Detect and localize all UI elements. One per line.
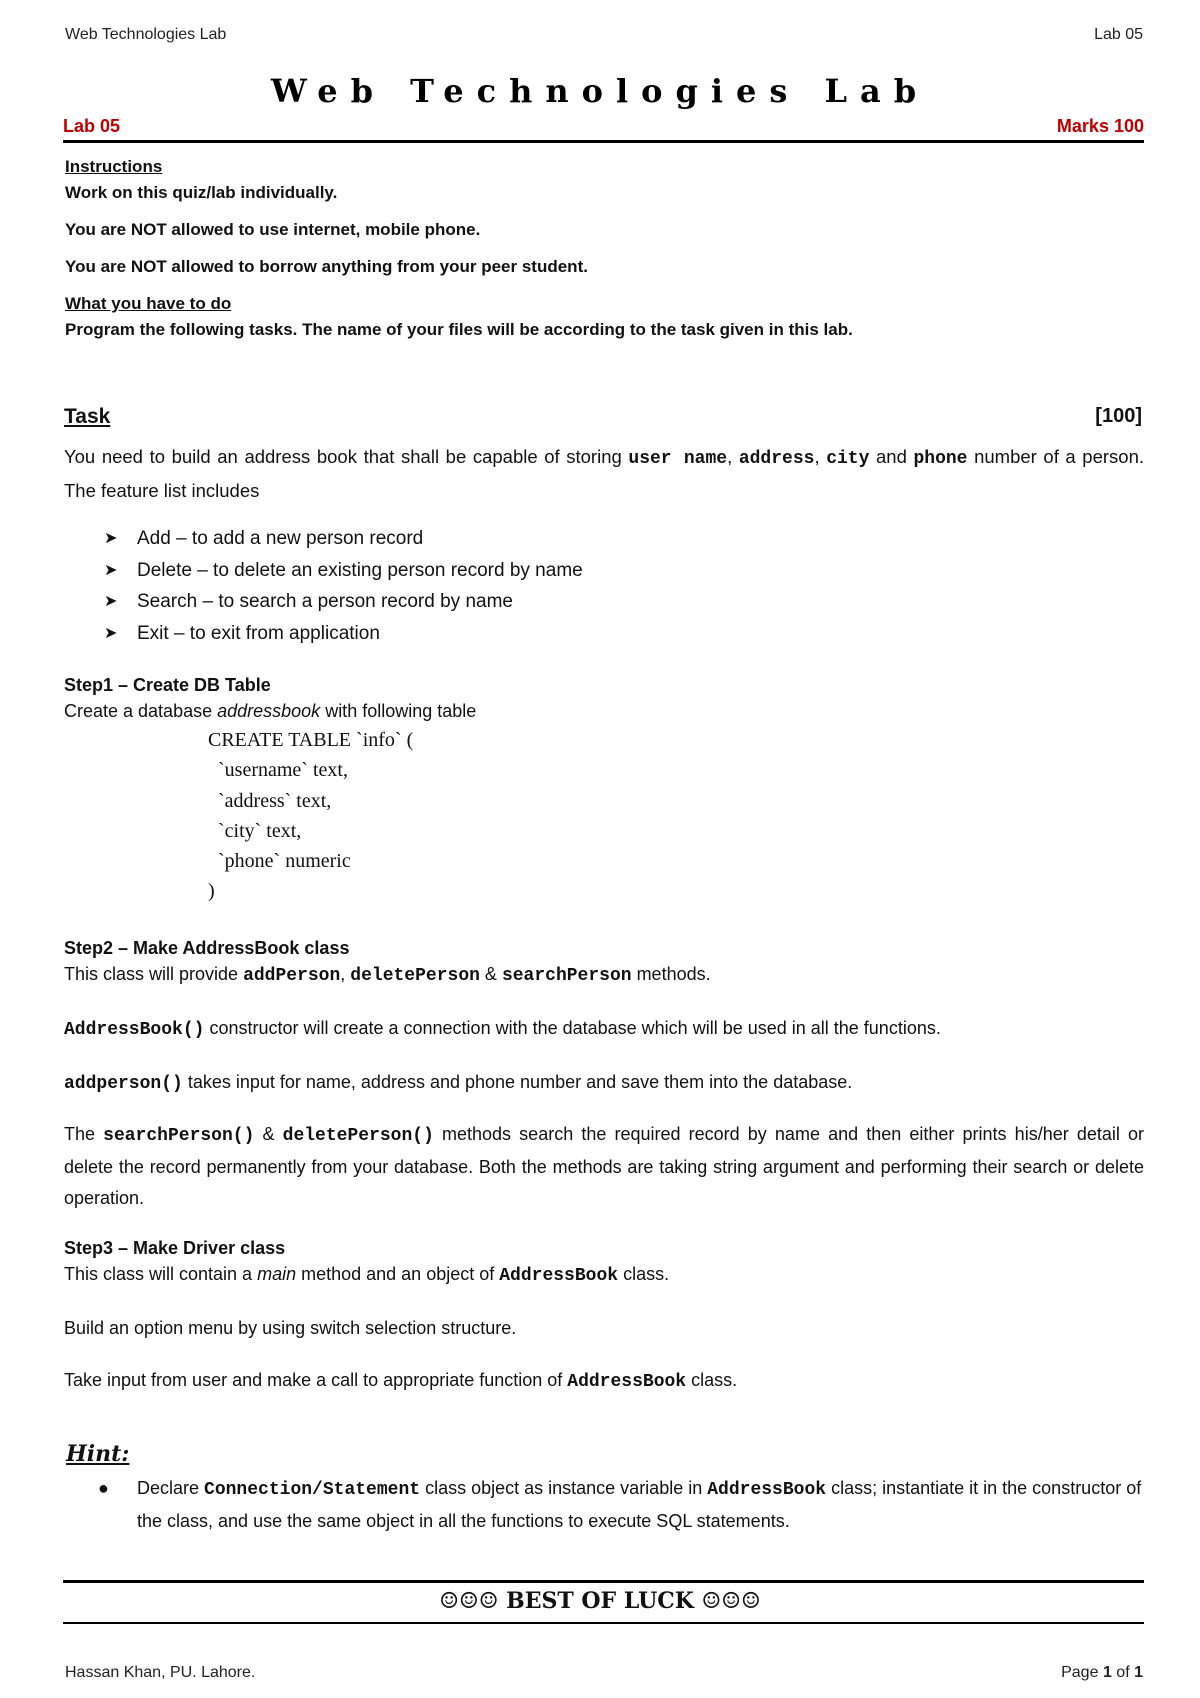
- page-number: Page 1 of 1: [1061, 1664, 1143, 1681]
- step2-line: AddressBook() constructor will create a connection with the database which will be used in all the functions.: [64, 1018, 941, 1040]
- list-item: ➤ Search – to search a person record by name: [64, 586, 1064, 618]
- list-item: ➤ Delete – to delete an existing person record by name: [64, 555, 1064, 587]
- page-title: Web Technologies Lab: [270, 72, 930, 110]
- running-header-right: Lab 05: [1094, 26, 1143, 43]
- instruction-line: You are NOT allowed to borrow anything from your peer student.: [65, 257, 588, 276]
- footer-author: Hassan Khan, PU. Lahore.: [65, 1664, 256, 1681]
- field-phone: phone: [913, 449, 968, 469]
- list-item: ➤ Add – to add a new person record: [64, 523, 1064, 555]
- step2-heading: Step2 – Make AddressBook class: [64, 938, 350, 958]
- sql-line: `username` text,: [208, 759, 348, 782]
- step1-heading: Step1 – Create DB Table: [64, 675, 271, 695]
- instruction-line: Work on this quiz/lab individually.: [65, 183, 338, 202]
- sql-line: `phone` numeric: [208, 850, 351, 873]
- hint-item: ● Declare Connection/Statement class object as instance variable in AddressBook class; instantiate it in the constructor of the class, and use the same object in all the functions to execute SQL statements.: [64, 1473, 1144, 1537]
- field-city: city: [826, 449, 870, 469]
- instructions-heading: Instructions: [65, 157, 163, 176]
- step2-line: addperson() takes input for name, address and phone number and save them into the database.: [64, 1072, 853, 1094]
- sql-line: ): [208, 880, 215, 903]
- sql-line: CREATE TABLE `info` (: [208, 729, 414, 751]
- task-intro: You need to build an address book that shall be capable of storing user name, address, city and phone number of a person. The feature list includes: [64, 446, 1145, 501]
- field-address: address: [738, 449, 815, 469]
- total-marks: Marks 100: [1056, 116, 1144, 136]
- running-header-left: Web Technologies Lab: [65, 26, 227, 43]
- luck-top-rule: [63, 1580, 1144, 1583]
- hint-heading: Hint:: [66, 1441, 130, 1467]
- step1-desc: Create a database addressbook with following table: [64, 701, 477, 721]
- step1-section: [64, 672, 476, 724]
- what-to-do-text: Program the following tasks. The name of your files will be according to the task given in this lab.: [65, 320, 853, 339]
- what-to-do-heading: What you have to do: [65, 294, 232, 313]
- lab-number: Lab 05: [63, 116, 121, 136]
- instructions-section: [65, 154, 1145, 343]
- step3-section: [64, 1235, 1144, 1395]
- luck-bottom-rule: [63, 1622, 1144, 1624]
- step3-line: This class will contain a main method and an object of AddressBook class.: [64, 1264, 670, 1286]
- step3-line: Take input from user and make a call to appropriate function of AddressBook class.: [64, 1370, 738, 1392]
- step2-line: The searchPerson() & deletePerson() methods search the required record by name and then either prints his/her detail or delete the record permanently from your database. Both the methods are taking string argument and performing their search or delete operation.: [64, 1124, 1144, 1208]
- task-heading: Task: [64, 405, 111, 428]
- bullet-dot-icon: ●: [98, 1478, 109, 1498]
- best-of-luck: ☺☺☺ BEST OF LUCK ☺☺☺: [439, 1588, 761, 1614]
- task-marks: [100]: [1095, 405, 1142, 427]
- step3-heading: Step3 – Make Driver class: [64, 1238, 286, 1258]
- arrow-bullet-icon: ➤: [104, 593, 118, 610]
- sql-line: `city` text,: [208, 819, 302, 842]
- sql-code-block: [208, 725, 413, 907]
- feature-list: [64, 523, 1064, 649]
- field-username: user name: [628, 449, 728, 469]
- title-rule: [63, 140, 1144, 143]
- list-item: ➤ Exit – to exit from application: [64, 618, 1064, 650]
- sql-line: `address` text,: [208, 789, 332, 812]
- step3-line: Build an option menu by using switch selection structure.: [64, 1318, 517, 1338]
- arrow-bullet-icon: ➤: [104, 624, 118, 642]
- arrow-bullet-icon: ➤: [104, 561, 118, 579]
- arrow-bullet-icon: ➤: [104, 530, 118, 547]
- step2-section: [64, 935, 1144, 1214]
- instruction-line: You are NOT allowed to use internet, mobile phone.: [65, 220, 481, 239]
- step2-line: This class will provide addPerson, deletePerson & searchPerson methods.: [64, 964, 711, 986]
